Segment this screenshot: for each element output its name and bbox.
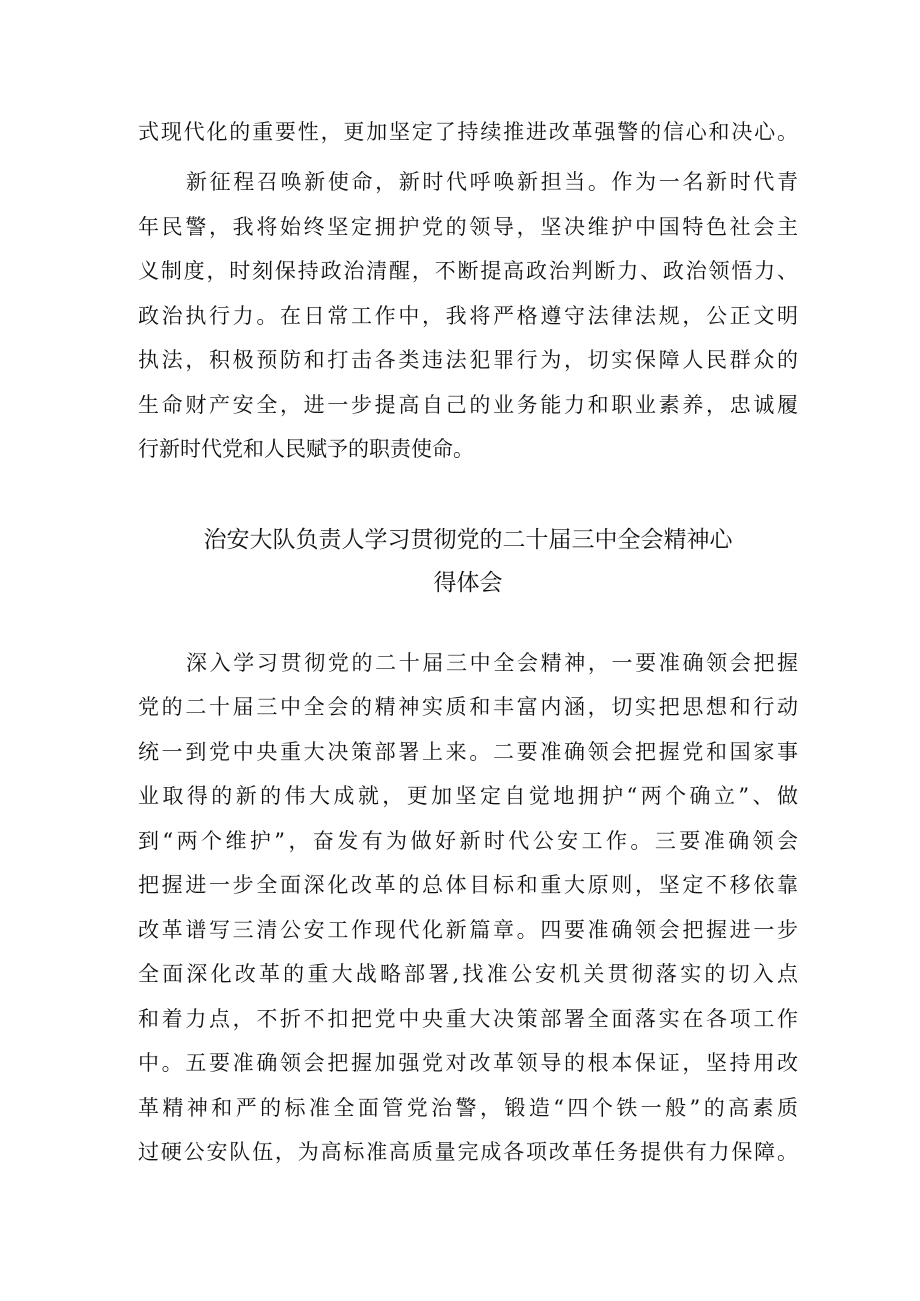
paragraph-line: 新征程召唤新使命，新时代呼唤新担当。作为一名新时代青 bbox=[186, 170, 798, 194]
paragraph-line: 统一到党中央重大决策部署上来。二要准确领会把握党和国家事 bbox=[138, 740, 798, 764]
paragraph-line: 年民警，我将始终坚定拥护党的领导，坚决维护中国特色社会主 bbox=[138, 215, 798, 239]
paragraph-line: 式现代化的重要性，更加坚定了持续推进改革强警的信心和决心。 bbox=[138, 120, 798, 144]
article-title-line: 得体会 bbox=[433, 570, 503, 596]
paragraph-line: 义制度，时刻保持政治清醒，不断提高政治判断力、政治领悟力、 bbox=[138, 259, 798, 283]
paragraph-line: 中。五要准确领会把握加强党对改革领导的根本保证，坚持用改 bbox=[138, 1051, 798, 1075]
paragraph-line: 业取得的新的伟大成就，更加坚定自觉地拥护“两个确立”、做 bbox=[138, 784, 798, 808]
article-title-line: 治安大队负责人学习贯彻党的二十届三中全会精神心 bbox=[203, 527, 733, 553]
paragraph-line: 过硬公安队伍，为高标准高质量完成各项改革任务提供有力保障。 bbox=[138, 1140, 798, 1164]
paragraph-line: 政治执行力。在日常工作中，我将严格遵守法律法规，公正文明 bbox=[138, 304, 798, 328]
paragraph-line: 和着力点，不折不扣把党中央重大决策部署全面落实在各项工作 bbox=[138, 1007, 798, 1031]
paragraph-line: 生命财产安全，进一步提高自己的业务能力和职业素养，忠诚履 bbox=[138, 393, 798, 417]
paragraph-line: 到“两个维护”，奋发有为做好新时代公安工作。三要准确领会 bbox=[138, 829, 798, 853]
paragraph-line: 全面深化改革的重大战略部署,找准公安机关贯彻落实的切入点 bbox=[138, 962, 798, 986]
paragraph-line: 深入学习贯彻党的二十届三中全会精神，一要准确领会把握 bbox=[186, 651, 798, 675]
paragraph-line: 党的二十届三中全会的精神实质和丰富内涵，切实把思想和行动 bbox=[138, 695, 798, 719]
paragraph-line: 执法，积极预防和打击各类违法犯罪行为，切实保障人民群众的 bbox=[138, 348, 798, 372]
paragraph-line: 改革谱写三清公安工作现代化新篇章。四要准确领会把握进一步 bbox=[138, 918, 798, 942]
paragraph-line: 把握进一步全面深化改革的总体目标和重大原则，坚定不移依靠 bbox=[138, 873, 798, 897]
paragraph-line: 革精神和严的标准全面管党治警，锻造“四个铁一般”的高素质 bbox=[138, 1096, 798, 1120]
paragraph-line: 行新时代党和人民赋予的职责使命。 bbox=[138, 437, 474, 461]
